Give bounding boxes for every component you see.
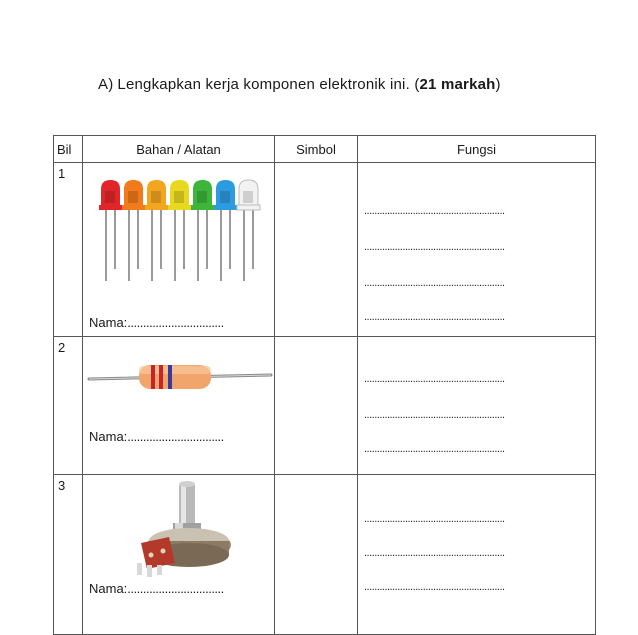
- question-marks: 21 markah: [419, 76, 496, 93]
- name-label: Nama:: [89, 315, 128, 330]
- answer-line: .......................................................: [364, 547, 505, 559]
- answer-line: .......................................................: [364, 443, 505, 455]
- question-heading: [98, 76, 501, 93]
- question-number: A): [98, 76, 114, 93]
- led-icon: [99, 180, 122, 281]
- question-text: Lengkapkan kerja komponen elektronik ini. (: [117, 76, 420, 93]
- led-icon: [214, 180, 237, 281]
- name-field[interactable]: [89, 429, 224, 444]
- header-simbol: Simbol: [275, 136, 358, 163]
- led-icon: [191, 180, 214, 281]
- resistor-band: [151, 365, 155, 389]
- answer-line: .......................................................: [364, 241, 505, 253]
- answer-line: .......................................................: [364, 513, 505, 525]
- answer-line: .......................................................: [364, 205, 505, 217]
- name-dots: ...............................: [127, 429, 224, 444]
- symbol-cell[interactable]: [275, 337, 358, 475]
- led-image: [97, 179, 287, 299]
- row-number: 1: [54, 163, 83, 337]
- item-cell: [83, 163, 275, 337]
- resistor-band: [159, 365, 163, 389]
- symbol-cell[interactable]: [275, 475, 358, 635]
- table-row: [54, 337, 596, 475]
- header-bil: Bil: [54, 136, 83, 163]
- row-number: 2: [54, 337, 83, 475]
- function-cell[interactable]: [358, 475, 596, 635]
- name-label: Nama:: [89, 429, 128, 444]
- name-field[interactable]: [89, 315, 224, 330]
- led-icon: [237, 180, 260, 281]
- resistor-image: [87, 357, 273, 397]
- answer-line: .......................................................: [364, 373, 505, 385]
- name-label: Nama:: [89, 581, 128, 596]
- row-number: 3: [54, 475, 83, 635]
- answer-line: .......................................................: [364, 277, 505, 289]
- item-cell: [83, 337, 275, 475]
- led-icon: [168, 180, 191, 281]
- header-bahan: Bahan / Alatan: [83, 136, 275, 163]
- function-cell[interactable]: [358, 163, 596, 337]
- potentiometer-image: [129, 479, 239, 579]
- function-cell[interactable]: [358, 337, 596, 475]
- name-field[interactable]: [89, 581, 224, 596]
- table-row: [54, 163, 596, 337]
- header-fungsi: Fungsi: [358, 136, 596, 163]
- name-dots: ...............................: [127, 315, 224, 330]
- answer-line: .......................................................: [364, 581, 505, 593]
- header-row: [54, 136, 596, 163]
- resistor-band: [168, 365, 172, 389]
- name-dots: ...............................: [127, 581, 224, 596]
- item-cell: [83, 475, 275, 635]
- question-suffix: ): [495, 76, 501, 93]
- answer-line: .......................................................: [364, 311, 505, 323]
- led-icon: [122, 180, 145, 281]
- led-icon: [145, 180, 168, 281]
- table-row: [54, 475, 596, 635]
- answer-line: .......................................................: [364, 409, 505, 421]
- component-table: [53, 135, 596, 635]
